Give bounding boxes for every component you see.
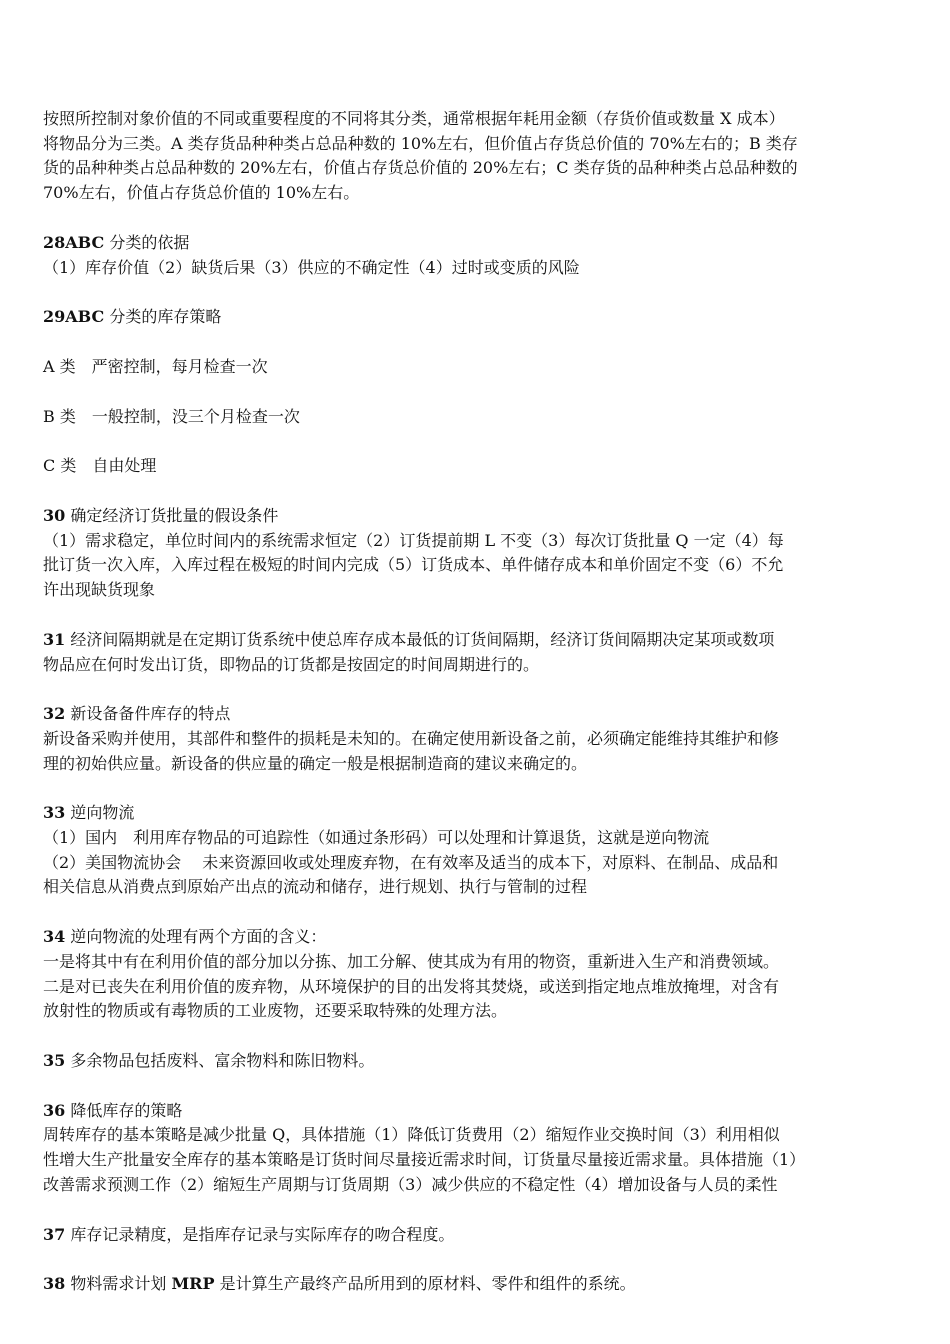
section-30 [43,504,920,603]
section-line: （1）国内 利用库存物品的可追踪性（如通过条形码）可以处理和计算退货，这就是逆向物流 [43,828,710,848]
section-36 [43,1099,920,1198]
section-34 [43,925,920,1024]
section-line: 新设备采购并使用，其部件和整件的损耗是未知的。在确定使用新设备之前，必须确定能维持其维护和修 [43,728,780,748]
section-29 [43,305,920,330]
section-number: 32 [43,704,66,724]
class-c-strategy: C 类 自由处理 [43,456,157,476]
section-line: （1）库存价值（2）缺货后果（3）供应的不确定性（4）过时或变质的风险 [43,257,580,277]
section-line [43,628,920,653]
section-title: 新设备备件库存的特点 [65,704,231,724]
section-number: 29ABC [43,307,105,327]
section-number: 37 [43,1224,66,1244]
section-number: 30 [43,506,66,526]
intro-line: 将物品分为三类。A 类存货品种种类占总品种数的 10%左右，但价值占存货总价值的 70%左右的；B 类存 [43,133,798,153]
class-a-strategy: A 类 严密控制，每月检查一次 [43,356,268,376]
section-heading [43,702,920,727]
intro-line: 货的品种种类占总品种数的 20%左右，价值占存货总价值的 20%左右；C 类存货的品种种类占总品种数的 [43,158,798,178]
intro-line: 70%左右，价值占存货总价值的 10%左右。 [43,183,360,203]
section-title: 降低库存的策略 [65,1100,183,1120]
class-b-strategy: B 类 一般控制，没三个月检查一次 [43,406,300,426]
section-line: 改善需求预测工作（2）缩短生产周期与订货周期（3）减少供应的不稳定性（4）增加设备与人员的柔性 [43,1174,778,1194]
intro-paragraph [43,107,920,206]
section-38 [43,1272,920,1297]
section-number: 34 [43,927,66,947]
section-number: 28ABC [43,232,105,252]
section-title: 逆向物流的处理有两个方面的含义： [65,927,327,947]
section-line: 一是将其中有在利用价值的部分加以分拣、加工分解、使其成为有用的物资，重新进入生产和消费领域。 [43,951,780,971]
section-28 [43,231,920,280]
mrp-term: MRP [171,1274,215,1294]
section-heading [43,305,920,330]
section-text: 经济间隔期就是在定期订货系统中使总库存成本最低的订货间隔期，经济订货间隔期决定某项或数项 [65,629,775,649]
section-line: 放射性的物质或有毒物质的工业废物，还要采取特殊的处理方法。 [43,1001,508,1021]
section-line: 理的初始供应量。新设备的供应量的确定一般是根据制造商的建议来确定的。 [43,753,588,773]
section-line: 许出现缺货现象 [43,580,156,600]
section-number: 35 [43,1050,66,1070]
section-heading [43,231,920,256]
section-line: 批订货一次入库，入库过程在极短的时间内完成（5）订货成本、单件储存成本和单价固定不变（6）不允 [43,555,784,575]
section-line: 性增大生产批量安全库存的基本策略是订货时间尽量接近需求时间，订货量尽量接近需求量。具体措施（1） [43,1150,806,1170]
section-title: 确定经济订货批量的假设条件 [65,506,279,526]
section-line: （1）需求稳定，单位时间内的系统需求恒定（2）订货提前期 L 不变（3）每次订货批量 Q 一定（4）每 [43,530,784,550]
section-title: 分类的库存策略 [104,307,222,327]
section-number: 33 [43,803,66,823]
section-35 [43,1049,920,1074]
section-text: 是计算生产最终产品所用到的原材料、零件和组件的系统。 [214,1274,636,1294]
section-line: 物品应在何时发出订货，即物品的订货都是按固定的时间周期进行的。 [43,654,540,674]
section-line: 二是对已丧失在利用价值的废弃物，从环境保护的目的出发将其焚烧，或送到指定地点堆放掩埋，对含有 [43,976,780,996]
section-text: 物料需求计划 [65,1274,172,1294]
section-text: 库存记录精度，是指库存记录与实际库存的吻合程度。 [65,1224,455,1244]
section-text: 多余物品包括废料、富余物料和陈旧物料。 [65,1050,375,1070]
section-line [43,1049,920,1074]
section-title: 分类的依据 [104,232,190,252]
section-heading [43,504,920,529]
section-number: 36 [43,1100,66,1120]
section-33 [43,801,920,900]
section-heading [43,1099,920,1124]
section-title: 逆向物流 [65,803,135,823]
section-line: 相关信息从消费点到原始产出点的流动和储存，进行规划、执行与管制的过程 [43,877,588,897]
section-line [43,1272,920,1297]
section-heading [43,925,920,950]
intro-line: 按照所控制对象价值的不同或重要程度的不同将其分类，通常根据年耗用金额（存货价值或数量 X 成本） [43,109,785,128]
section-heading [43,801,920,826]
section-line: （2）美国物流协会 未来资源回收或处理废弃物，在有效率及适当的成本下，对原料、在制品、成品和 [43,852,779,872]
section-line: 周转库存的基本策略是减少批量 Q，具体措施（1）降低订货费用（2）缩短作业交换时间（3）利用相似 [43,1125,780,1145]
section-line [43,1223,920,1248]
section-31 [43,628,920,677]
section-37 [43,1223,920,1248]
section-number: 31 [43,629,66,649]
section-32 [43,702,920,776]
section-number: 38 [43,1274,66,1294]
